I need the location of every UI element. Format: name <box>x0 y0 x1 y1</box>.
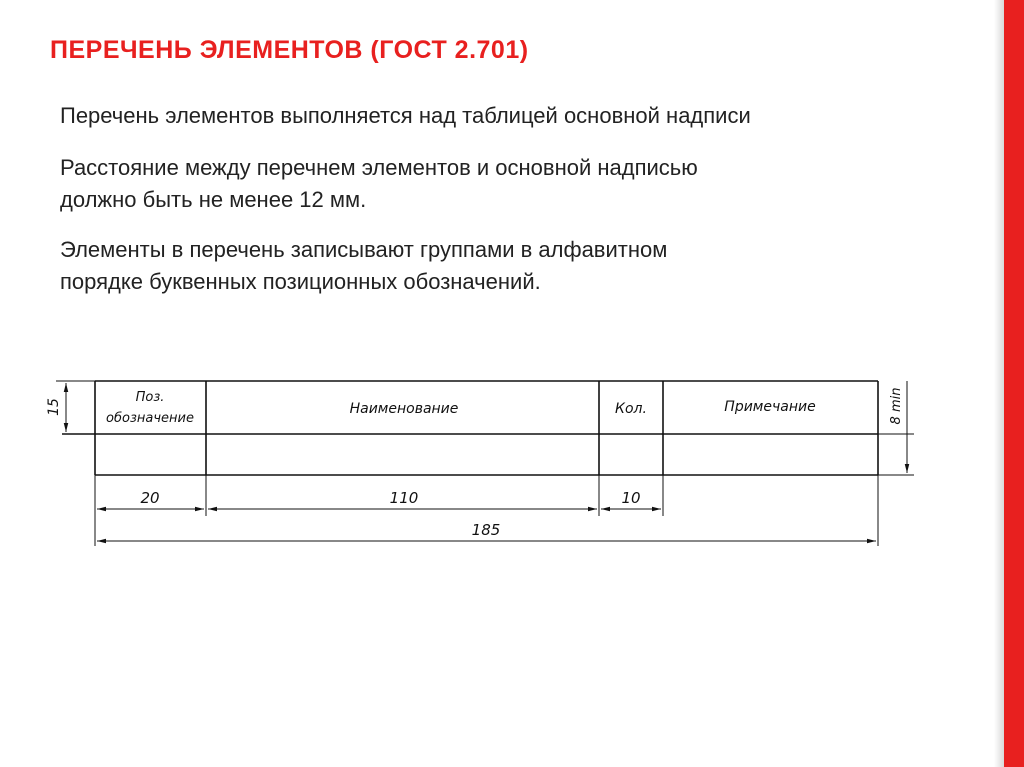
header-name: Наименование <box>349 401 459 417</box>
paragraph-grouping-line-2: порядке буквенных позиционных обозначений. <box>60 269 541 294</box>
dimension-total-width-label: 185 <box>471 521 501 539</box>
paragraph-grouping <box>60 234 960 298</box>
slide-title: ПЕРЕЧЕНЬ ЭЛЕМЕНТОВ (ГОСТ 2.701) <box>50 36 529 64</box>
dimension-row-min <box>878 381 914 475</box>
header-note: Примечание <box>724 399 816 415</box>
header-pos-line-2: обозначение <box>106 411 194 426</box>
paragraph-distance-line-1: Расстояние между перечнем элементов и основной надписью <box>60 155 698 180</box>
table-frame <box>62 381 878 475</box>
paragraph-distance <box>60 152 960 216</box>
paragraph-distance-line-2: должно быть не менее 12 мм. <box>60 187 367 212</box>
dimension-pos-width-label: 20 <box>140 489 160 507</box>
dimension-row-height-label: 15 <box>46 398 62 416</box>
element-list-drawing <box>0 360 1024 560</box>
paragraph-grouping-line-1: Элементы в перечень записывают группами в алфавитном <box>60 237 668 262</box>
dimension-row-height <box>46 381 95 432</box>
header-qty: Кол. <box>615 401 647 417</box>
paragraph-placement <box>60 100 960 132</box>
dimension-name-width-label: 110 <box>389 489 419 507</box>
dimension-row-min-label: 8 min <box>889 387 904 425</box>
dimension-qty-width-label: 10 <box>621 489 641 507</box>
paragraph-placement-text: Перечень элементов выполняется над таблицей основной надписи <box>60 103 751 128</box>
header-pos-line-1: Поз. <box>135 390 165 405</box>
